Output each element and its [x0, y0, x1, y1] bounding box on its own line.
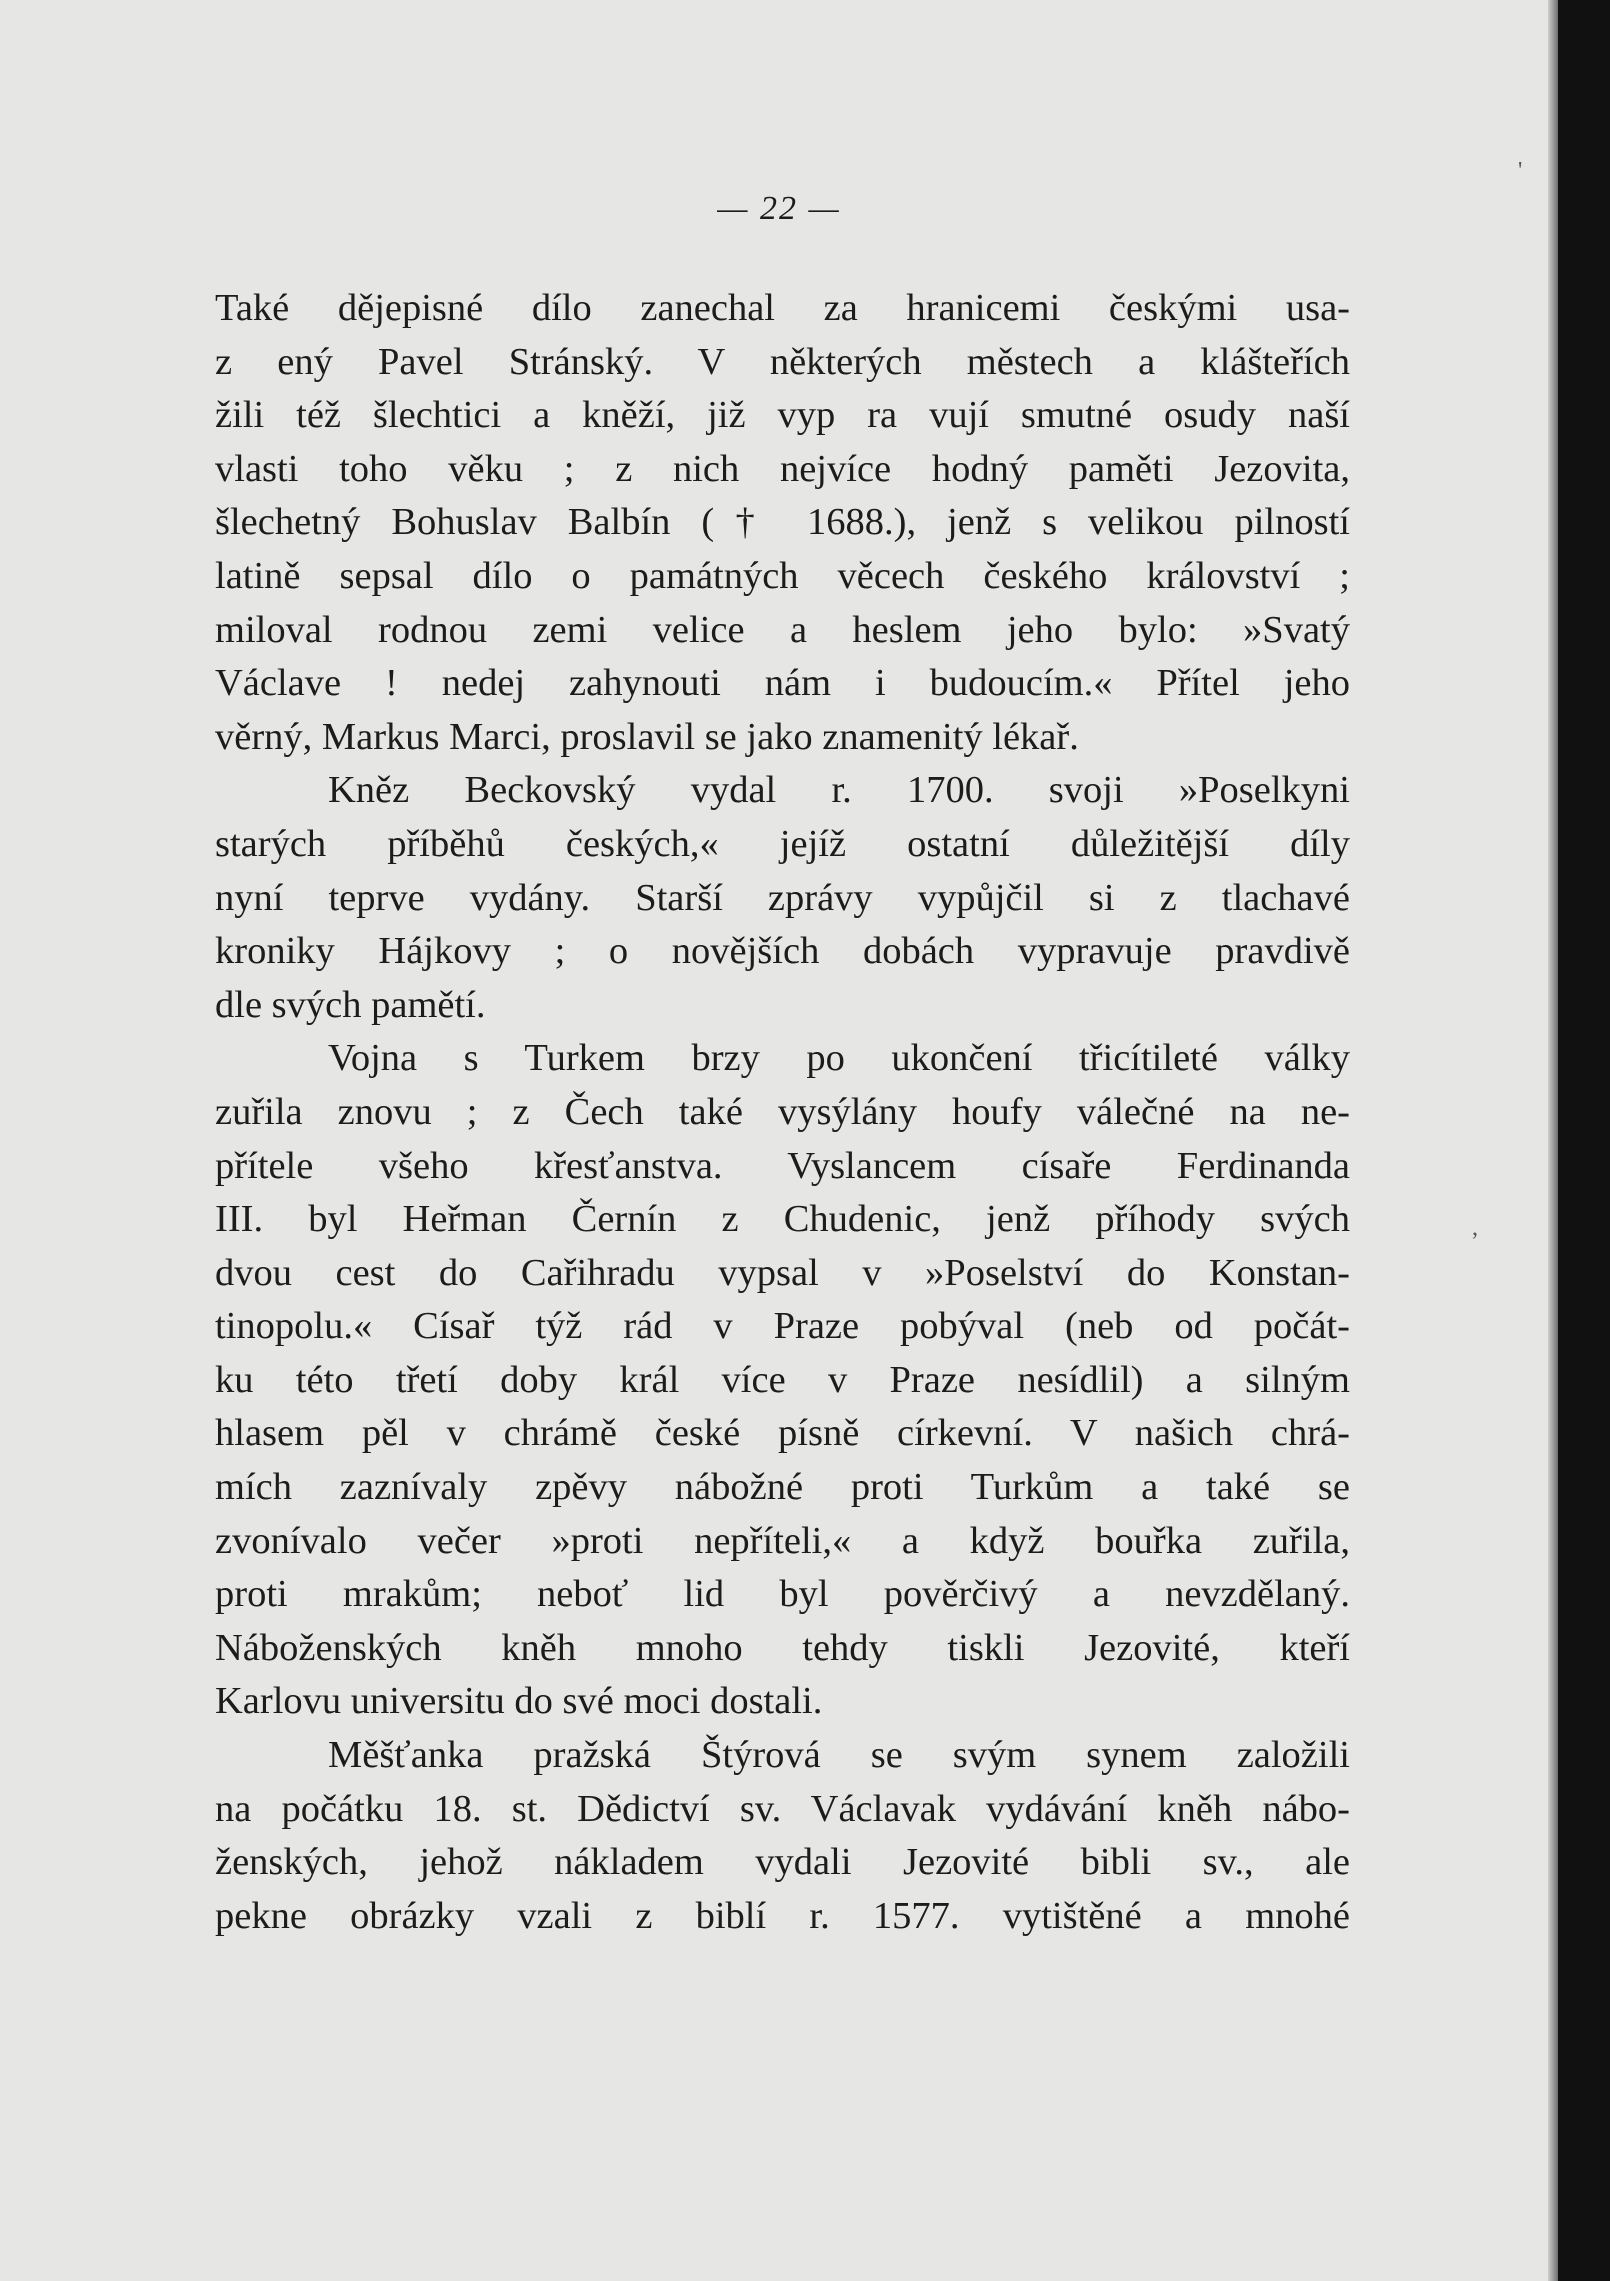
text-line: věrný, Markus Marci, proslavil se jako znamenitý lékař.: [215, 715, 1079, 758]
text-line: Karlovu universitu do své moci dostali.: [215, 1680, 823, 1723]
text-line: žili též šlechtici a kněží, již vyp ra vují smutné osudy naší: [215, 394, 1350, 437]
page-edge-shadow: [1548, 0, 1558, 2281]
text-line: zuřila znovu ; z Čech také vysýlány houfy válečné na ne-: [215, 1090, 1350, 1133]
text-line: Václave ! nedej zahynouti nám i budoucím.« Přítel jeho: [215, 662, 1350, 705]
text-line: přítele všeho křesťanstva. Vyslancem císaře Ferdinanda: [215, 1144, 1350, 1187]
text-line: pekne obrázky vzali z biblí r. 1577. vytištěné a mnohé: [215, 1894, 1350, 1937]
text-line: dle svých pamětí.: [215, 983, 486, 1026]
text-line: Také dějepisné dílo zanechal za hranicemi českými usa-: [215, 287, 1350, 329]
text-line: šlechetný Bohuslav Balbín († 1688.), jenž s velikou pilností: [215, 501, 1350, 544]
text-line: dvou cest do Cařihradu vypsal v »Poselství do Konstan-: [215, 1251, 1350, 1294]
text-line: nyní teprve vydány. Starší zprávy vypůjčil si z tlachavé: [215, 876, 1350, 919]
text-line: kroniky Hájkovy ; o novějších dobách vypravuje pravdivě: [215, 930, 1350, 973]
text-line: Náboženských kněh mnoho tehdy tiskli Jezovité, kteří: [215, 1626, 1350, 1669]
text-line: vlasti toho věku ; z nich nejvíce hodný paměti Jezovita,: [215, 447, 1350, 490]
margin-speck: ': [1518, 158, 1523, 184]
text-line: proti mrakům; neboť lid byl pověrčivý a nevzdělaný.: [215, 1573, 1350, 1616]
text-line: mích zaznívaly zpěvy nábožné proti Turkům a také se: [215, 1466, 1350, 1509]
margin-speck: ,: [1472, 1215, 1478, 1241]
text-line: starých příběhů českých,« jejíž ostatní důležitější díly: [215, 822, 1350, 865]
text-line: tinopolu.« Císař týž rád v Praze pobýval (neb od počát-: [215, 1305, 1350, 1348]
body-text: [215, 282, 1350, 1943]
text-line: miloval rodnou zemi velice a heslem jeho bylo: »Svatý: [215, 608, 1350, 651]
book-spine: [1558, 0, 1610, 2281]
text-line: latině sepsal dílo o památných věcech českého království ;: [215, 554, 1350, 597]
paragraph-first-line: Vojna s Turkem brzy po ukončení třicítileté války: [328, 1037, 1350, 1080]
text-line: zvonívalo večer »proti nepříteli,« a když bouřka zuřila,: [215, 1519, 1350, 1562]
text-line: ženských, jehož nákladem vydali Jezovité bibli sv., ale: [215, 1841, 1350, 1884]
text-line: III. byl Heřman Černín z Chudenic, jenž příhody svých: [215, 1198, 1350, 1241]
page-number: — 22 —: [717, 190, 841, 227]
text-line: z ený Pavel Stránský. V některých městech a klášteřích: [215, 340, 1350, 383]
paragraph-first-line: Kněz Beckovský vydal r. 1700. svoji »Poselkyni: [328, 769, 1350, 812]
text-line: na počátku 18. st. Dědictví sv. Václavak vydávání kněh nábo-: [215, 1787, 1350, 1830]
text-line: hlasem pěl v chrámě české písně církevní. V našich chrá-: [215, 1412, 1350, 1455]
paragraph-first-line: Měšťanka pražská Štýrová se svým synem založili: [328, 1734, 1350, 1777]
text-line: ku této třetí doby král více v Praze nesídlil) a silným: [215, 1358, 1350, 1401]
